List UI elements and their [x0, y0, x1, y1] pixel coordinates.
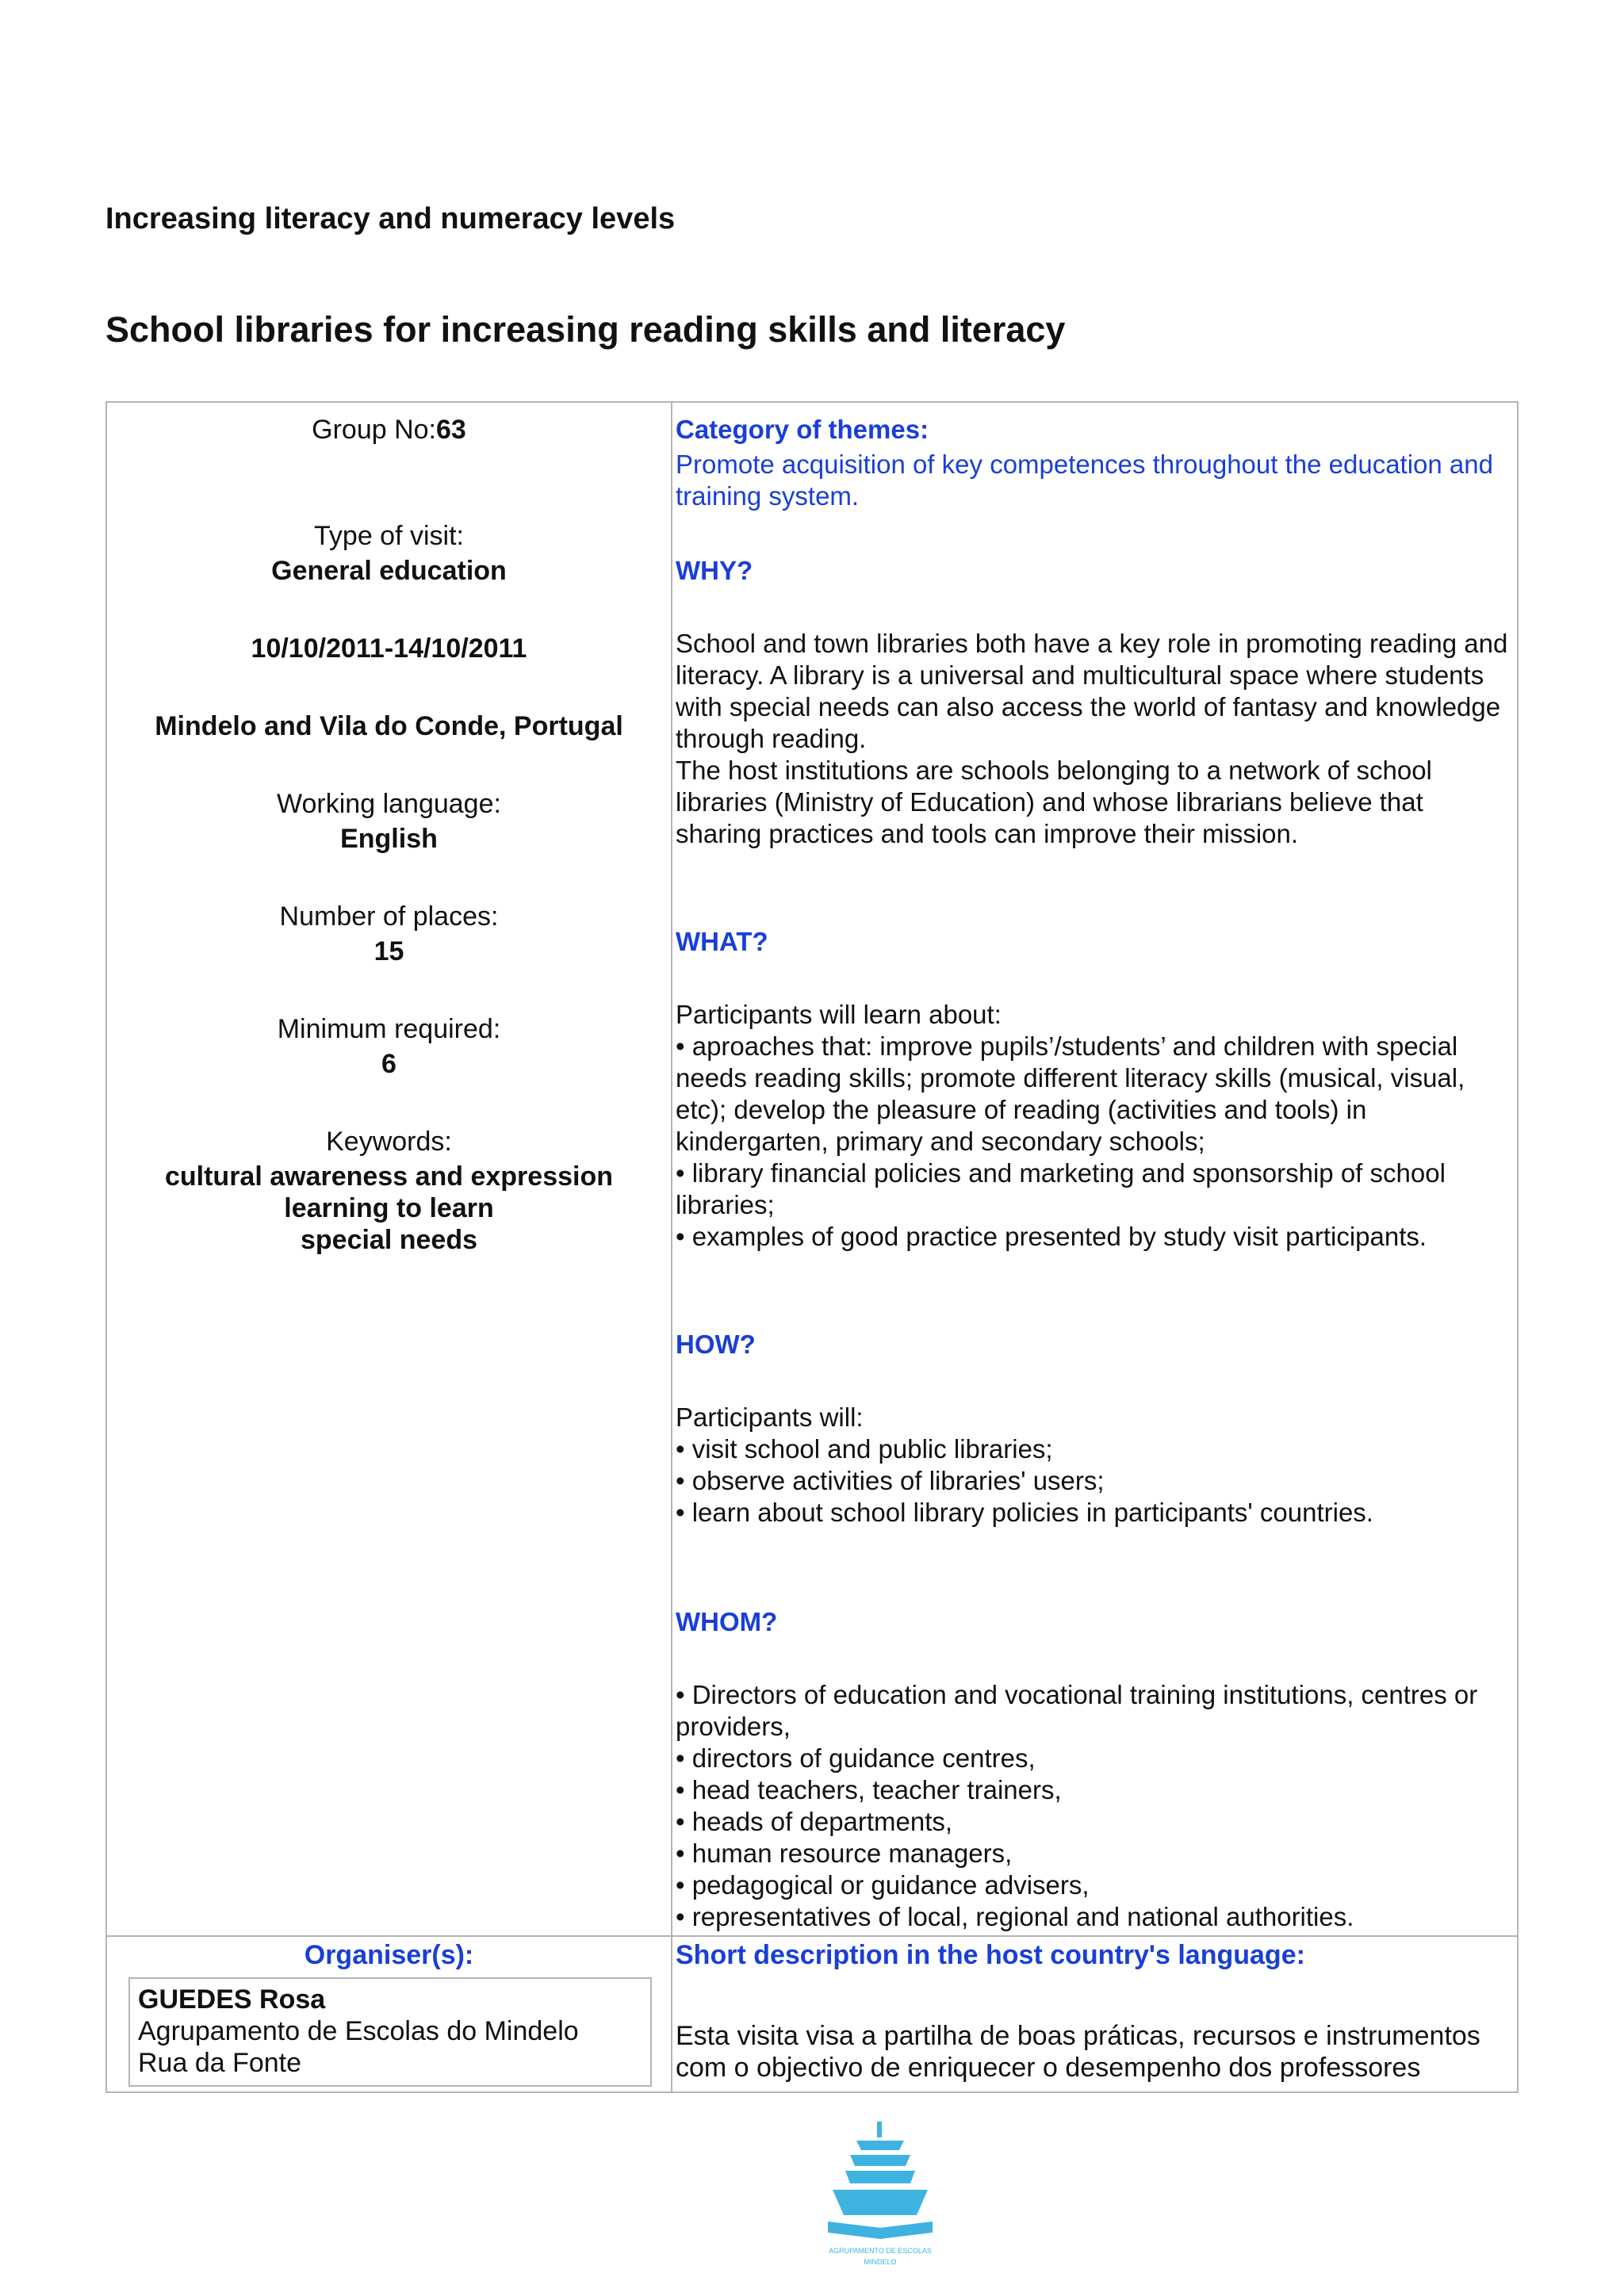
short-description-heading: Short description in the host country's language:: [676, 1940, 1305, 1970]
visit-location: Mindelo and Vila do Conde, Portugal: [155, 711, 623, 741]
how-item: • observe activities of libraries' users;: [676, 1466, 1105, 1495]
keyword-item: cultural awareness and expression: [164, 1161, 614, 1192]
visit-dates: 10/10/2011-14/10/2011: [251, 633, 527, 664]
organiser-name: GUEDES Rosa: [138, 1984, 326, 2015]
whom-item: • heads of departments,: [676, 1807, 953, 1836]
whom-item: • human resource managers,: [676, 1839, 1013, 1868]
visit-table: [105, 401, 1519, 2093]
logo-lettering: MINDELO: [864, 2258, 897, 2266]
organiser-box: [128, 1977, 652, 2087]
minimum-value: 6: [381, 1049, 396, 1079]
what-item: • library financial policies and marketing and sponsorship of school libraries;: [676, 1158, 1446, 1219]
organiser-street: Rua da Fonte: [138, 2048, 302, 2078]
category-text: Promote acquisition of key competences throughout the education and training system.: [676, 450, 1493, 511]
keyword-item: learning to learn: [284, 1193, 494, 1223]
whom-section: [676, 1679, 1516, 1933]
what-item: • aproaches that: improve pupils’/students’ and children with special needs reading skills; promote different literacy skills (musical, visual, etc); develop the pleasure of reading (activities and tools) in kindergarten, primary and secondary schools;: [676, 1031, 1465, 1156]
how-section: [676, 1402, 1516, 1529]
language-value: English: [340, 824, 438, 854]
whom-item: • representatives of local, regional and national authorities.: [676, 1902, 1354, 1931]
short-description-text: Esta visita visa a partilha de boas práticas, recursos e instrumentos com o objectivo de enriquecer o desempenho dos professores: [676, 2021, 1480, 2083]
minimum-label: Minimum required:: [277, 1014, 501, 1044]
how-intro: Participants will:: [676, 1402, 864, 1432]
whom-item: • pedagogical or guidance advisers,: [676, 1870, 1090, 1900]
whom-item: • head teachers, teacher trainers,: [676, 1775, 1062, 1804]
why-section: [676, 628, 1516, 850]
keyword-item: special needs: [300, 1225, 477, 1255]
why-paragraph: The host institutions are schools belonging to a network of school libraries (Ministry of Education) and whose librarians believe that sharing practices and tools can improve their mission.: [676, 756, 1432, 848]
how-heading: HOW?: [676, 1330, 756, 1359]
why-paragraph: School and town libraries both have a key role in promoting reading and literacy. A library is a universal and multicultural space where students with special needs can also access the world of fantasy and knowledge through reading.: [676, 629, 1508, 753]
how-item: • learn about school library policies in participants' countries.: [676, 1498, 1373, 1527]
what-item: • examples of good practice presented by study visit participants.: [676, 1222, 1427, 1251]
type-label: Type of visit:: [314, 521, 464, 551]
organiser-heading: Organiser(s):: [304, 1940, 474, 1970]
keywords-label: Keywords:: [326, 1127, 452, 1157]
type-value: General education: [271, 556, 507, 586]
language-label: Working language:: [277, 789, 501, 819]
whom-item: • directors of guidance centres,: [676, 1743, 1036, 1773]
what-intro: Participants will learn about:: [676, 1000, 1002, 1029]
places-value: 15: [373, 936, 404, 966]
why-heading: WHY?: [676, 556, 753, 585]
group-value: 63: [436, 415, 466, 445]
what-heading: WHAT?: [676, 927, 768, 956]
school-logo: [817, 2117, 944, 2275]
column-divider: [671, 403, 672, 2091]
logo-lettering: AGRUPAMENTO DE ESCOLAS: [829, 2247, 932, 2255]
category-heading: Category of themes:: [676, 415, 929, 444]
what-section: [676, 999, 1516, 1253]
whom-item: • Directors of education and vocational training institutions, centres or providers,: [676, 1680, 1478, 1741]
topic-heading: Increasing literacy and numeracy levels: [105, 202, 676, 235]
row-divider: [107, 1935, 1517, 1937]
page-title: School libraries for increasing reading skills and literacy: [105, 309, 1066, 350]
whom-heading: WHOM?: [676, 1607, 778, 1636]
places-label: Number of places:: [279, 901, 499, 932]
organiser-institution: Agrupamento de Escolas do Mindelo: [138, 2016, 579, 2046]
group-label: Group No:: [312, 415, 437, 445]
group-number: [107, 414, 671, 446]
how-item: • visit school and public libraries;: [676, 1434, 1053, 1464]
